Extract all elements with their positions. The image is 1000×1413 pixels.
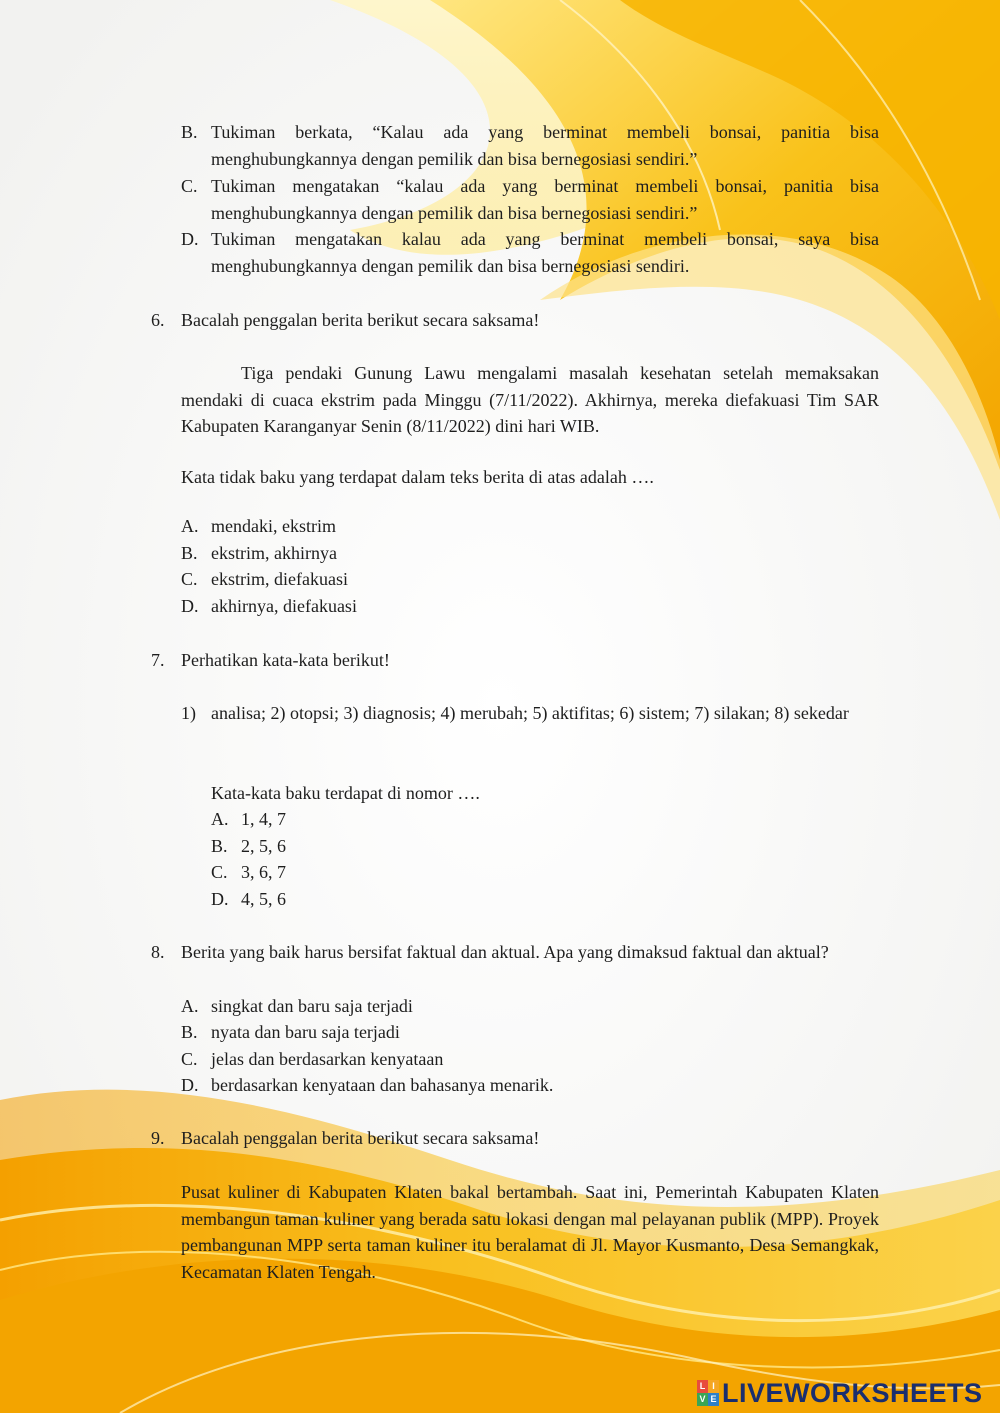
q8-option-c-letter: C. <box>181 1049 198 1069</box>
badge-letter: V <box>697 1393 708 1406</box>
q6-option-b[interactable]: ekstrim, akhirnya <box>211 543 337 563</box>
q9-number: 9. <box>151 1128 165 1148</box>
q8-number: 8. <box>151 942 165 962</box>
logo-badge-icon <box>697 1380 719 1406</box>
badge-letter: I <box>708 1380 719 1393</box>
q8-prompt: Berita yang baik harus bersifat faktual dan aktual. Apa yang dimaksud faktual dan aktual? <box>181 942 829 962</box>
logo-text: LIVEWORKSHEETS <box>722 1378 983 1408</box>
q6-prompt: Bacalah penggalan berita berikut secara saksama! <box>181 310 540 330</box>
q7-option-b-letter: B. <box>211 836 228 856</box>
q6-option-d[interactable]: akhirnya, diefakuasi <box>211 596 357 616</box>
q7-list-marker: 1) <box>181 703 196 723</box>
liveworksheets-logo[interactable] <box>697 1378 983 1408</box>
q7-option-a-letter: A. <box>211 809 229 829</box>
q5-option-b[interactable]: Tukiman berkata, “Kalau ada yang berminat membeli bonsai, panitia bisa menghubungkannya dengan pemilik dan bisa bernegosiasi sendiri.” <box>211 122 879 169</box>
q7-option-d[interactable]: 4, 5, 6 <box>241 889 286 909</box>
q7-word-list: analisa; 2) otopsi; 3) diagnosis; 4) merubah; 5) aktifitas; 6) sistem; 7) silakan; 8) sekedar <box>211 703 849 723</box>
q8-option-d[interactable]: berdasarkan kenyataan dan bahasanya menarik. <box>211 1075 554 1095</box>
q5-option-d[interactable]: Tukiman mengatakan kalau ada yang berminat membeli bonsai, saya bisa menghubungkannya dengan pemilik dan bisa bernegosiasi sendiri. <box>211 229 879 276</box>
q7-number: 7. <box>151 650 165 670</box>
q6-option-c-letter: C. <box>181 569 198 589</box>
q6-passage: Tiga pendaki Gunung Lawu mengalami masalah kesehatan setelah memaksakan mendaki di cuaca ekstrim pada Minggu (7/11/2022). Akhirnya, mereka diefakuasi Tim SAR Kabupaten Karanganyar Senin (8/11/2022) dini hari WIB. <box>181 363 879 437</box>
q6-option-b-letter: B. <box>181 543 198 563</box>
q5-option-c-letter: C. <box>181 176 198 196</box>
q6-option-d-letter: D. <box>181 596 199 616</box>
q8-option-a-letter: A. <box>181 996 199 1016</box>
q8-option-b[interactable]: nyata dan baru saja terjadi <box>211 1022 400 1042</box>
q7-option-b[interactable]: 2, 5, 6 <box>241 836 286 856</box>
q6-option-a-letter: A. <box>181 516 199 536</box>
q7-option-a[interactable]: 1, 4, 7 <box>241 809 286 829</box>
q8-option-b-letter: B. <box>181 1022 198 1042</box>
q7-question: Kata-kata baku terdapat di nomor …. <box>211 783 480 803</box>
q9-prompt: Bacalah penggalan berita berikut secara saksama! <box>181 1128 540 1148</box>
q8-option-a[interactable]: singkat dan baru saja terjadi <box>211 996 413 1016</box>
q6-option-a[interactable]: mendaki, ekstrim <box>211 516 336 536</box>
q6-question: Kata tidak baku yang terdapat dalam teks berita di atas adalah …. <box>181 467 654 487</box>
q5-option-d-letter: D. <box>181 229 199 249</box>
q7-option-d-letter: D. <box>211 889 229 909</box>
q7-option-c-letter: C. <box>211 862 228 882</box>
q5-option-c[interactable]: Tukiman mengatakan “kalau ada yang berminat membeli bonsai, panitia bisa menghubungkannya dengan pemilik dan bisa bernegosiasi sendiri.” <box>211 176 879 223</box>
q8-option-c[interactable]: jelas dan berdasarkan kenyataan <box>211 1049 444 1069</box>
q7-prompt: Perhatikan kata-kata berikut! <box>181 650 390 670</box>
q7-option-c[interactable]: 3, 6, 7 <box>241 862 286 882</box>
q6-number: 6. <box>151 310 165 330</box>
q6-option-c[interactable]: ekstrim, diefakuasi <box>211 569 348 589</box>
q9-passage: Pusat kuliner di Kabupaten Klaten bakal bertambah. Saat ini, Pemerintah Kabupaten Klaten membangun taman kuliner yang berada satu lokasi dengan mal pelayanan publik (MPP). Proyek pembangunan MPP serta taman kuliner itu beralamat di Jl. Mayor Kusmanto, Desa Semangkak, Kecamatan Klaten Tengah. <box>181 1182 879 1282</box>
q5-option-b-letter: B. <box>181 122 198 142</box>
q8-option-d-letter: D. <box>181 1075 199 1095</box>
badge-letter: L <box>697 1380 708 1393</box>
badge-letter: E <box>708 1393 719 1406</box>
